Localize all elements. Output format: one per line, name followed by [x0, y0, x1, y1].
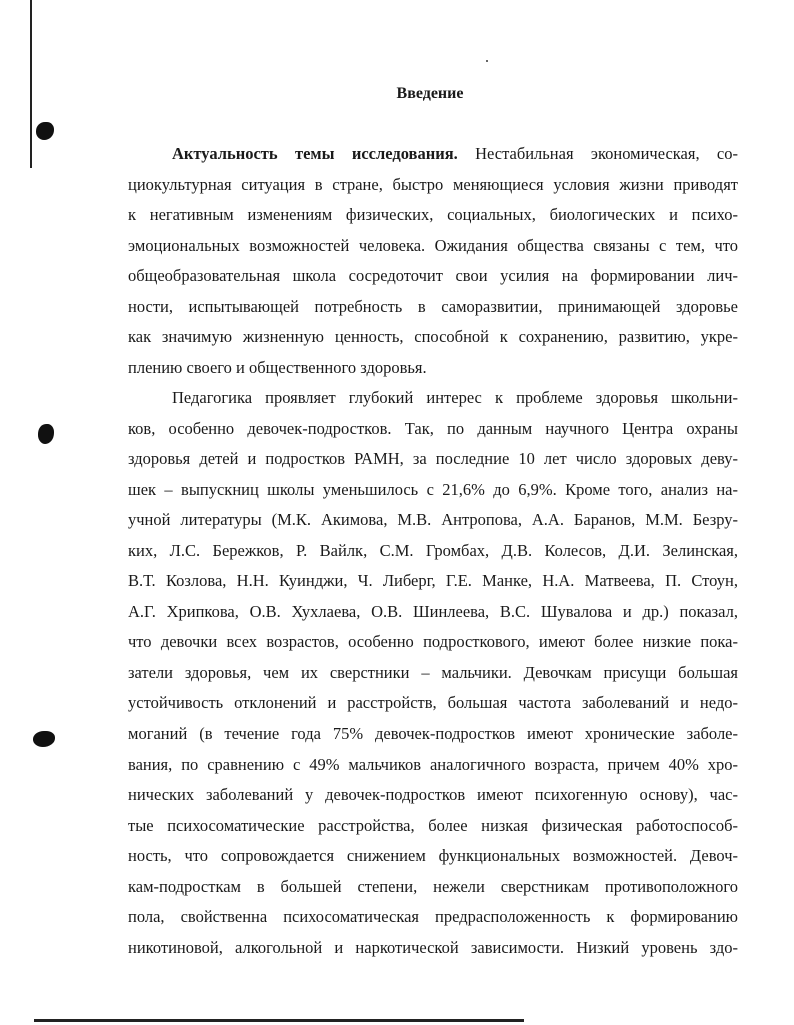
scan-speck	[486, 60, 488, 62]
paragraph-line: циокультурная ситуация в стране, быстро меняющиеся условия жизни приводят	[128, 174, 738, 194]
paragraph-line: ности, испытывающей потребность в саморазвитии, принимающей здоровье	[128, 296, 738, 316]
paragraph-line: никотиновой, алкогольной и наркотической зависимости. Низкий уровень здо-	[128, 937, 738, 957]
paragraph-line: В.Т. Козлова, Н.Н. Куинджи, Ч. Либерг, Г.Е. Манке, Н.А. Матвеева, П. Стоун,	[128, 571, 738, 591]
scan-edge-bottom	[34, 1019, 524, 1022]
paragraph-line: общеобразовательная школа сосредоточит свои усилия на формировании лич-	[128, 266, 738, 286]
binder-hole-mark	[33, 731, 55, 747]
paragraph-line: устойчивость отклонений и расстройств, большая частота заболеваний и недо-	[128, 693, 738, 713]
page-title: Введение	[396, 85, 464, 102]
paragraph-line: моганий (в течение года 75% девочек-подростков имеют хронические заболе-	[128, 724, 738, 744]
binder-hole-mark	[38, 424, 54, 444]
first-line-rest: Нестабильная экономическая, со-	[457, 144, 738, 163]
paragraph-line: здоровья детей и подростков РАМН, за последние 10 лет число здоровых деву-	[128, 449, 738, 469]
paragraph-line: пола, свойственна психосоматическая предрасположенность к формированию	[128, 907, 738, 927]
paragraph-line: эмоциональных возможностей человека. Ожидания общества связаны с тем, что	[128, 235, 738, 255]
lead-phrase: Актуальность темы исследования.	[172, 144, 458, 163]
paragraph-line: плению своего и общественного здоровья.	[128, 357, 427, 377]
paragraph-line: ков, особенно девочек-подростков. Так, по данным научного Центра охраны	[128, 418, 738, 438]
paragraph-line: вания, по сравнению с 49% мальчиков аналогичного возраста, причем 40% хро-	[128, 754, 738, 774]
paragraph-1	[128, 139, 738, 383]
binder-hole-mark	[36, 122, 54, 140]
paragraph-line: кам-подросткам в большей степени, нежели сверстникам противоположного	[128, 876, 738, 896]
paragraph-line: учной литературы (М.К. Акимова, М.В. Антропова, А.А. Баранов, М.М. Безру-	[128, 510, 738, 530]
paragraph-2	[128, 383, 738, 963]
paragraph-line: нических заболеваний у девочек-подростков имеют психогенную основу), час-	[128, 785, 738, 805]
paragraph-line: к негативным изменениям физических, социальных, биологических и психо-	[128, 205, 738, 225]
paragraph-line: как значимую жизненную ценность, способной к сохранению, развитию, укре-	[128, 327, 738, 347]
paragraph-line: тые психосоматические расстройства, более низкая физическая работоспособ-	[128, 815, 738, 835]
paragraph-line: Педагогика проявляет глубокий интерес к проблеме здоровья школьни-	[172, 388, 738, 407]
paragraph-line: ких, Л.С. Бережков, Р. Вайлк, С.М. Громбах, Д.В. Колесов, Д.И. Зелинская,	[128, 540, 738, 560]
paragraph-line: затели здоровья, чем их сверстники – мальчики. Девочкам присущи большая	[128, 662, 738, 682]
paragraph-line: ность, что сопровождается снижением функциональных возможностей. Девоч-	[128, 846, 738, 866]
paragraph-line: что девочки всех возрастов, особенно подросткового, имеют более низкие пока-	[128, 632, 738, 652]
paragraph-line: А.Г. Хрипкова, О.В. Хухлаева, О.В. Шинлеева, В.С. Шувалова и др.) показал,	[128, 601, 738, 621]
paragraph-line: шек – выпускниц школы уменьшилось с 21,6% до 6,9%. Кроме того, анализ на-	[128, 479, 738, 499]
paragraph-line	[128, 139, 738, 170]
